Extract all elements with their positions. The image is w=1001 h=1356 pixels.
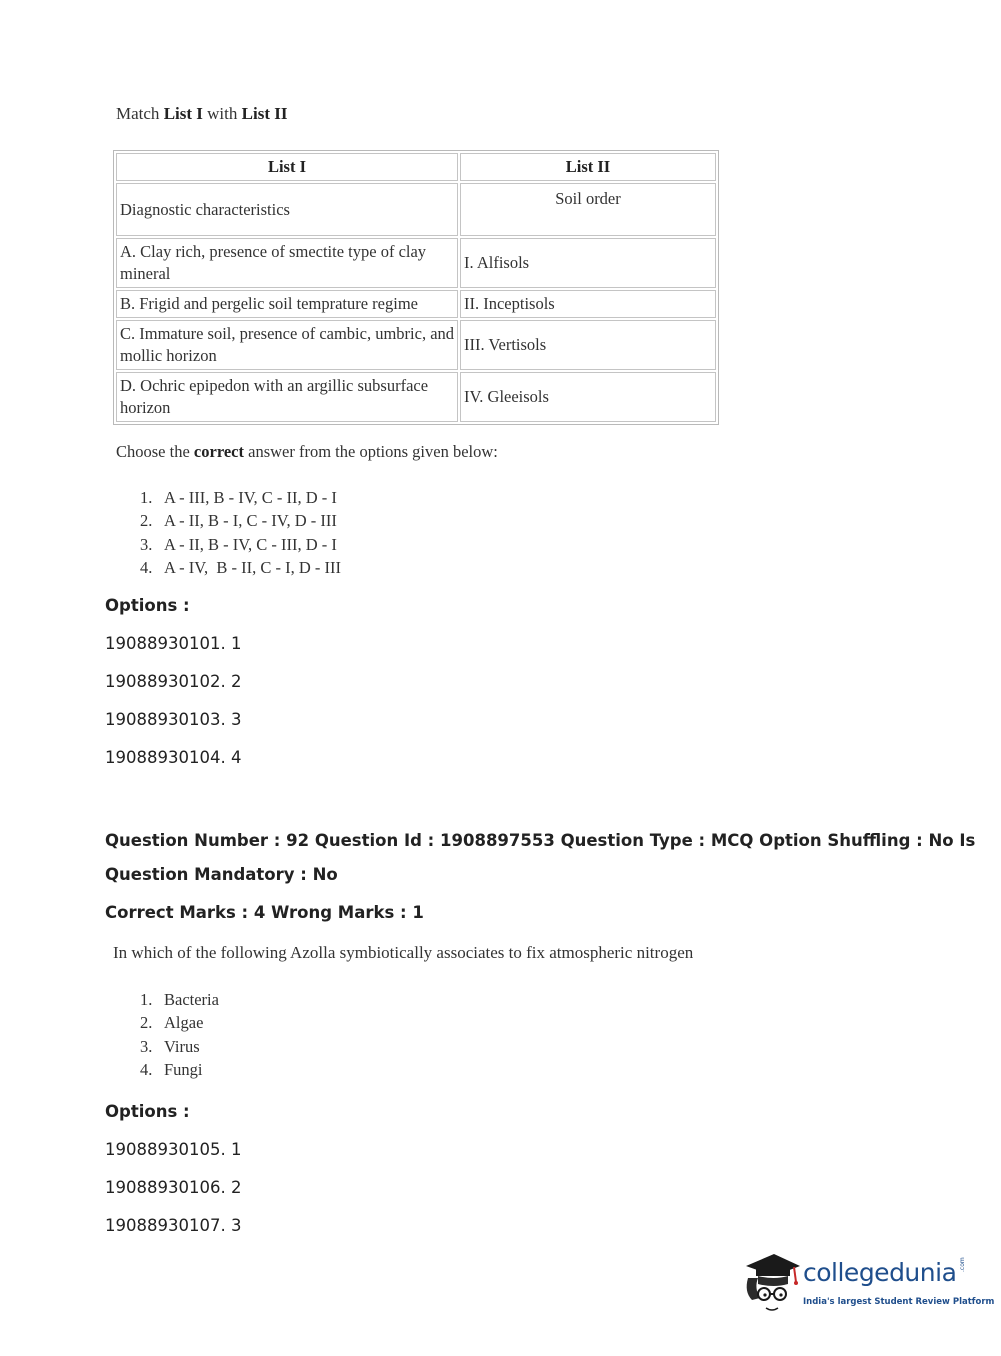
table-row <box>116 290 716 318</box>
list-item: 1. Bacteria <box>140 990 219 1009</box>
match-table <box>113 150 719 425</box>
table-cell: I. Alfisols <box>460 238 716 288</box>
list-item: 1. A - III, B - IV, C - II, D - I <box>140 488 337 507</box>
list-item: 2. A - II, B - I, C - IV, D - III <box>140 511 337 531</box>
table-cell: II. Inceptisols <box>460 290 716 318</box>
q1-option: 19088930102. 2 <box>105 672 242 691</box>
table-cell: C. Immature soil, presence of cambic, umbric, and mollic horizon <box>116 320 458 370</box>
table-cell: D. Ochric epipedon with an argillic subsurface horizon <box>116 372 458 422</box>
q2-option: 19088930107. 3 <box>105 1216 242 1235</box>
q1-options-label: Options : <box>105 596 190 615</box>
brand-name: collegedunia <box>803 1258 957 1287</box>
table-cell: III. Vertisols <box>460 320 716 370</box>
q2-answer-list <box>140 988 219 1081</box>
table-header-list2: List II <box>460 153 716 181</box>
q2-option: 19088930105. 1 <box>105 1140 242 1159</box>
table-cell: A. Clay rich, presence of smectite type of clay mineral <box>116 238 458 288</box>
q2-meta-line2: Question Mandatory : No <box>105 865 338 884</box>
table-cell: Soil order <box>460 183 716 236</box>
brand-tagline: India's largest Student Review Platform <box>803 1297 995 1307</box>
q1-instruction: Choose the correct answer from the options given below: <box>116 442 498 461</box>
q1-option: 19088930101. 1 <box>105 634 242 653</box>
list-item: 3. Virus <box>140 1036 200 1056</box>
q2-options-label: Options : <box>105 1102 190 1121</box>
table-row <box>116 238 716 288</box>
q1-answer-list <box>140 486 341 579</box>
mascot-logo-icon <box>740 1248 802 1318</box>
table-cell: IV. Gleeisols <box>460 372 716 422</box>
list-item: 4. A - IV, B - II, C - I, D - III <box>140 557 342 577</box>
q2-question-text: In which of the following Azolla symbiotically associates to fix atmospheric nitrogen <box>113 943 694 962</box>
list-item: 2. Algae <box>140 1013 204 1033</box>
table-header-list1: List I <box>116 153 458 181</box>
table-row <box>116 320 716 370</box>
table-row <box>116 372 716 422</box>
brand-domain: .com <box>959 1257 966 1272</box>
q1-option: 19088930104. 4 <box>105 748 242 767</box>
q2-option: 19088930106. 2 <box>105 1178 242 1197</box>
q1-option: 19088930103. 3 <box>105 710 242 729</box>
table-row <box>116 183 716 236</box>
list-item: 4. Fungi <box>140 1059 203 1079</box>
list-item: 3. A - II, B - IV, C - III, D - I <box>140 534 337 554</box>
table-cell: B. Frigid and pergelic soil temprature regime <box>116 290 458 318</box>
table-cell: Diagnostic characteristics <box>116 183 458 236</box>
table-header-row <box>116 153 716 181</box>
q2-marks: Correct Marks : 4 Wrong Marks : 1 <box>105 903 424 922</box>
q1-intro: Match List I with List II <box>116 104 288 123</box>
q2-meta-line1: Question Number : 92 Question Id : 1908897553 Question Type : MCQ Option Shuffling : No Is <box>105 831 976 850</box>
